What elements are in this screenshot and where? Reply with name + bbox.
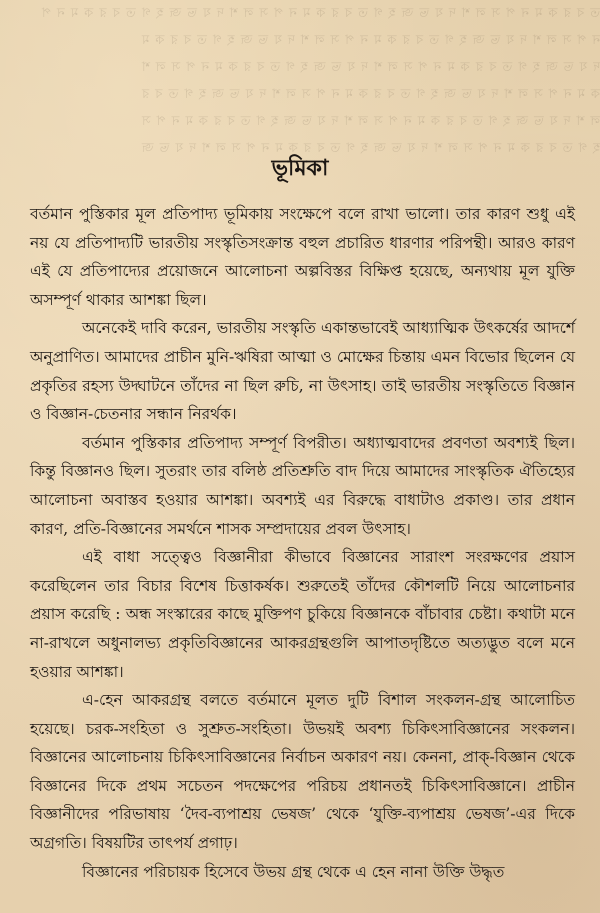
paragraph: এ-হেন আকরগ্রন্থ বলতে বর্তমানে মূলত দুটি বিশাল সংকলন-গ্রন্থ আলোচিত হয়েছে। চরক-সংহিতা ও সুশ্রুত-সংহিতা। উভয়ই অবশ্য চিকিৎসাবিজ্ঞানের সংকলন। বিজ্ঞানের আলোচনায় চিকিৎসাবিজ্ঞানের নির্বাচন অকারণ নয়। কেননা, প্রাক্‌-বিজ্ঞান থেকে বিজ্ঞানের দিকে প্রথম সচেতন পদক্ষেপের পরিচয় প্রধানতই চিকিৎসাবিজ্ঞানে। প্রাচীন বিজ্ঞানীদের পরিভাষায় ‘দৈব-ব্যপাশ্রয় ভেষজ’ থেকে ‘যুক্তি-ব্যপাশ্রয় ভেষজ’-এর দিকে অগ্রগতি। বিষয়টির তাৎপর্য প্রগাঢ়। [30,691,575,853]
paragraph: বর্তমান পুস্তিকার মূল প্রতিপাদ্য ভূমিকায় সংক্ষেপে বলে রাখা ভালো। তার কারণ শুধু এই নয় যে প্রতিপাদ্যটি ভারতীয় সংস্কৃতিসংক্রান্ত বহুল প্রচারিত ধারণার পরিপন্থী। আরও কারণ এই যে প্রতিপাদ্যের প্রয়োজনে আলোচনা অল্পবিস্তর বিক্ষিপ্ত হয়েছে, অন্যথায় মূল যুক্তি অসম্পূর্ণ থাকার আশঙ্কা ছিল। [30,205,575,309]
paragraph: বিজ্ঞানের পরিচায়ক হিসেবে উভয় গ্রন্থ থেকে এ হেন নানা উক্তি উদ্ধৃত [82,862,505,881]
body-text [30,200,575,886]
page-title: ভূমিকা [271,155,329,181]
paragraph: এই বাধা সত্ত্বেও বিজ্ঞানীরা কীভাবে বিজ্ঞানের সারাংশ সংরক্ষণের প্রয়াস করেছিলেন তার বিচার বিশেষ চিত্তাকর্ষক। শুরুতেই তাঁদের কৌশলটি নিয়ে আলোচনার প্রয়াস করেছি : অন্ধ সংস্কারের কাছে মুক্তিপণ চুকিয়ে বিজ্ঞানকে বাঁচাবার চেষ্টা। কথাটা মনে না-রাখলে অধুনালভ্য প্রকৃতিবিজ্ঞানের আকরগ্রন্থগুলি আপাতদৃষ্টিতে অত্যদ্ভুত বলে মনে হওয়ার আশঙ্কা। [30,548,575,681]
paragraph: অনেকেই দাবি করেন, ভারতীয় সংস্কৃতি একান্তভাবেই আধ্যাত্মিক উৎকর্ষের আদর্শে অনুপ্রাণিত। আমাদের প্রাচীন মুনি-ঋষিরা আত্মা ও মোক্ষের চিন্তায় এমন বিভোর ছিলেন যে প্রকৃতির রহস্য উদ্ঘাটনে তাঁদের না ছিল রুচি, না উৎসাহ। তাই ভারতীয় সংস্কৃতিতে বিজ্ঞান ও বিজ্ঞান-চেতনার সন্ধান নিরর্থক। [30,319,575,424]
paragraph: বর্তমান পুস্তিকার প্রতিপাদ্য সম্পূর্ণ বিপরীত। অধ্যাত্মবাদের প্রবণতা অবশ্যই ছিল। কিন্তু বিজ্ঞানও ছিল। সুতরাং তার বলিষ্ঠ প্রতিশ্রুতি বাদ দিয়ে আমাদের সাংস্কৃতিক ঐতিহ্যের আলোচনা অবাস্তব হওয়ার আশঙ্কা। অবশ্যই এর বিরুদ্ধে বাধাটাও প্রকাণ্ড। তার প্রধান কারণ, প্রতি-বিজ্ঞানের সমর্থনে শাসক সম্প্রদায়ের প্রবল উৎসাহ। [30,433,575,538]
bleed-through-text: ত ব র ক ম ন প স ল শ দ য ভ জ হ গ ত ব র ক ম ন প স ল শ দ য ভ জ হ গ ত ব র ক ম ন প ন প স ল শ দ য ভ জ হ গ ত ব র ক ম ন প স ল শ দ য ভ জ হ গ ত ব র ক ম দ য ভ জ হ গ ত ব র ক ম ন প স ল শ দ য ভ জ হ গ ত ব র ক ম ন প স ল শ ক ম ন প স ল শ দ য ভ জ হ গ ত ব র ক ম ন প স ল শ দ য ভ জ হ গ ত ব র ল শ দ য ভ জ হ গ ত ব র ক ম ন প স ল শ দ য ভ জ হ গ ত ব র ক ম ন প স হ গ ত ব র ক ম ন প স ল শ দ য ভ জ হ গ ত ব র ক ম ন প স ল শ দ য ভ জ [40,6,600,156]
